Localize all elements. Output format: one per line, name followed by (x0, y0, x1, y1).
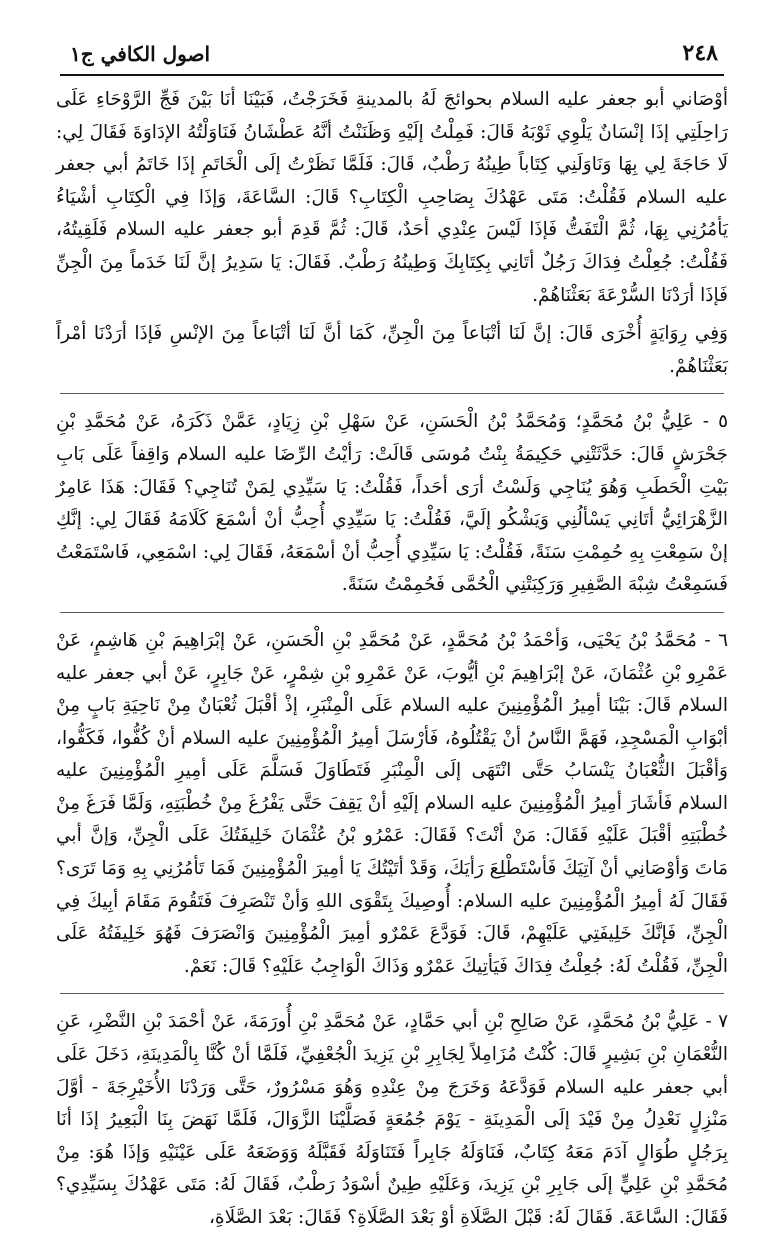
header-rule (60, 74, 724, 76)
paragraph-hadith-5: ٥ - عَلِيُّ بْنُ مُحَمَّدٍ؛ وَمُحَمَّدُ بْنُ الْحَسَنِ، عَنْ سَهْلِ بْنِ زِيَادٍ، عَمَّنْ ذَكَرَهُ، عَنْ مُحَمَّدِ بْنِ جَحْرَشٍ قَالَ: حَدَّثَتْنِي حَكِيمَةُ بِنْتُ مُوسَى قَالَتْ: رَأيْتُ الرِّضَا عليه السلام وَاقِفاً عَلَى بَابِ بَيْتِ الْحَطَبِ وَهُوَ يُنَاجِي وَلَسْتُ أرَى أحَداً، فَقُلْتُ: يَا سَيِّدِي لِمَنْ تُنَاجِي؟ فَقَالَ: هَذَا عَامِرٌ الزَّهْرَائِيُّ أتَانِي يَسْألُنِي وَيَشْكُو إلَيَّ، فَقُلْتُ: يَا سَيِّدِي أُحِبُّ أنْ أسْمَعَ كَلَامَهُ فَقَالَ لِي: إنَّكِ إنْ سَمِعْتِ بِهِ حُمِمْتِ سَنَةً، فَقُلْتُ: يَا سَيِّدِي أُحِبُّ أنْ أسْمَعَهُ، فَقَالَ لِي: اسْمَعِي، فَاسْتَمَعْتُ فَسَمِعْتُ شِبْهَ الصَّفِيرِ وَرَكِبَتْنِي الْحُمَّى فَحُمِمْتُ سَنَةً. (56, 411, 728, 596)
section-divider (60, 993, 724, 994)
section-divider (60, 393, 724, 394)
document-body (50, 84, 734, 1235)
page-title: اصول الكافي ج١ (70, 42, 211, 66)
page-number: ٢٤٨ (682, 40, 718, 66)
paragraph-other-narration: وَفِي رِوَايَةٍ أُخْرَى قَالَ: إنَّ لَنَا أتْبَاعاً مِنَ الْجِنِّ، كَمَا أنَّ لَنَا أتْبَاعاً مِنَ الإنْسِ فَإذَا أرَدْنَا أمْراً بَعَثْنَاهُمْ. (56, 323, 728, 377)
section-divider (60, 612, 724, 613)
page-header (50, 34, 734, 74)
paragraph-hadith-6: ٦ - مُحَمَّدُ بْنُ يَحْيَى، وَأحْمَدُ بْنُ مُحَمَّدٍ، عَنْ مُحَمَّدِ بْنِ الْحَسَنِ، عَنْ إبْرَاهِيمَ بْنِ هَاشِمٍ، عَنْ عَمْرِو بْنِ عُثْمَانَ، عَنْ إبْرَاهِيمَ بْنِ أيُّوبَ، عَنْ عَمْرِو بْنِ شِمْرٍ، عَنْ جَابِرٍ، عَنْ أبي جعفر عليه السلام قَالَ: بَيْنَا أمِيرُ الْمُؤْمِنِينَ عليه السلام عَلَى الْمِنْبَرِ، إذْ أقْبَلَ ثُعْبَانٌ مِنْ نَاحِيَةِ بَابٍ مِنْ أبْوَابِ الْمَسْجِدِ، فَهَمَّ النَّاسُ أنْ يَقْتُلُوهُ، فَأرْسَلَ أمِيرُ الْمُؤْمِنِينَ عليه السلام أنْ كُفُّوا، فَكَفُّوا، وَأقْبَلَ الثُّعْبَانُ يَنْسَابُ حَتَّى انْتَهَى إلَى الْمِنْبَرِ فَتَطَاوَلَ فَسَلَّمَ عَلَى أمِيرِ الْمُؤْمِنِينَ عليه السلام فَأشَارَ أمِيرُ الْمُؤْمِنِينَ عليه السلام إلَيْهِ أنْ يَقِفَ حَتَّى يَفْرُغَ مِنْ خُطْبَتِهِ، وَلَمَّا فَرَغَ مِنْ خُطْبَتِهِ أقْبَلَ عَلَيْهِ فَقَالَ: مَنْ أنْتَ؟ فَقَالَ: عَمْرُو بْنُ عُثْمَانَ خَلِيفَتُكَ عَلَى الْجِنِّ، وَإنَّ أبي مَاتَ وَأوْصَانِي أنْ آتِيَكَ فَأسْتَطْلِعَ رَأيَكَ، وَقَدْ أتَيْتُكَ يَا أمِيرَ الْمُؤْمِنِينَ فَمَا تَأمُرُنِي بِهِ وَمَا تَرَى؟ فَقَالَ لَهُ أمِيرُ الْمُؤْمِنِينَ عليه السلام: أُوصِيكَ بِتَقْوَى اللهِ وَأنْ تَنْصَرِفَ فَتَقُومَ مَقَامَ أبِيكَ فِي الْجِنِّ، فَإنَّكَ خَلِيفَتِي عَلَيْهِمْ، قَالَ: فَوَدَّعَ عَمْرٌو أمِيرَ الْمُؤْمِنِينَ وَانْصَرَفَ فَهُوَ خَلِيفَتُهُ عَلَى الْجِنِّ، فَقُلْتُ لَهُ: جُعِلْتُ فِدَاكَ فَيَأتِيكَ عَمْرٌو وَذَاكَ الْوَاجِبُ عَلَيْهِ؟ قَالَ: نَعَمْ. (56, 629, 728, 977)
paragraph-sadir-narration: أوْصَاني أبو جعفر عليه السلام بحوائجَ لَهُ بالمدينةِ فَخَرَجْتُ، فَبَيْنَا أنَا بَيْنَ فَجِّ الرَّوْحَاءِ عَلَى رَاحِلَتِي إذَا إنْسَانٌ يَلْوِي ثَوْبَهُ قَالَ: فَمِلْتُ إلَيْهِ وَظَنَنْتُ أنَّهُ عَطْشَانُ فَنَاوَلْتُهُ الإدَاوَةَ فَقَالَ لِي: لَا حَاجَةَ لِي بِهَا وَنَاوَلَنِي كِتَاباً طِينُهُ رَطْبٌ، قَالَ: فَلَمَّا نَظَرْتُ إلَى الْخَاتَمِ إذَا خَاتَمُ أبي جعفر عليه السلام فَقُلْتُ: مَتَى عَهْدُكَ بِصَاحِبِ الْكِتَابِ؟ قَالَ: السَّاعَةَ، وَإذَا فِي الْكِتَابِ أشْيَاءُ يَأمُرُنِي بِهَا، ثُمَّ الْتَفَتُّ فَإذَا لَيْسَ عِنْدِي أحَدٌ، قَالَ: ثُمَّ قَدِمَ أبو جعفر عليه السلام فَلَقِيتُهُ، فَقُلْتُ: جُعِلْتُ فِدَاكَ رَجُلٌ أتَانِي بِكِتَابِكَ وَطِينُهُ رَطْبٌ. فَقَالَ: يَا سَدِيرُ إنَّ لَنَا خَدَماً مِنَ الْجِنِّ فَإذَا أرَدْنَا السُّرْعَةَ بَعَثْنَاهُمْ. (56, 89, 728, 306)
paragraph-hadith-7: ٧ - عَلِيُّ بْنُ مُحَمَّدٍ، عَنْ صَالِحِ بْنِ أبي حَمَّادٍ، عَنْ مُحَمَّدِ بْنِ أُورَمَةَ، عَنْ أحْمَدَ بْنِ النَّضْرِ، عَنِ النُّعْمَانِ بْنِ بَشِيرٍ قَالَ: كُنْتُ مُزَامِلاً لِجَابِرِ بْنِ يَزِيدَ الْجُعْفِيِّ، فَلَمَّا أنْ كُنَّا بِالْمَدِينَةِ، دَخَلَ عَلَى أبي جعفر عليه السلام فَوَدَّعَهُ وَخَرَجَ مِنْ عِنْدِهِ وَهُوَ مَسْرُورٌ، حَتَّى وَرَدْنَا الأُخَيْرِجَةَ - أوَّلَ مَنْزِلٍ نَعْدِلُ مِنْ فَيْدَ إلَى الْمَدِينَةِ - يَوْمَ جُمُعَةٍ فَصَلَّيْنَا الزَّوَالَ، فَلَمَّا نَهَضَ بِنَا الْبَعِيرُ إذَا أنَا بِرَجُلٍ طُوَالٍ آدَمَ مَعَهُ كِتَابٌ، فَنَاوَلَهُ جَابِراً فَتَنَاوَلَهُ فَقَبَّلَهُ وَوَضَعَهُ عَلَى عَيْنَيْهِ وَإذَا هُوَ: مِنْ مُحَمَّدِ بْنِ عَلِيٍّ إلَى جَابِرِ بْنِ يَزِيدَ، وَعَلَيْهِ طِينٌ أسْوَدُ رَطْبٌ، فَقَالَ لَهُ: مَتَى عَهْدُكَ بِسَيِّدِي؟ فَقَالَ: السَّاعَةَ. فَقَالَ لَهُ: قَبْلَ الصَّلَاةِ أوْ بَعْدَ الصَّلَاةِ؟ فَقَالَ: بَعْدَ الصَّلَاةِ، (56, 1011, 728, 1228)
